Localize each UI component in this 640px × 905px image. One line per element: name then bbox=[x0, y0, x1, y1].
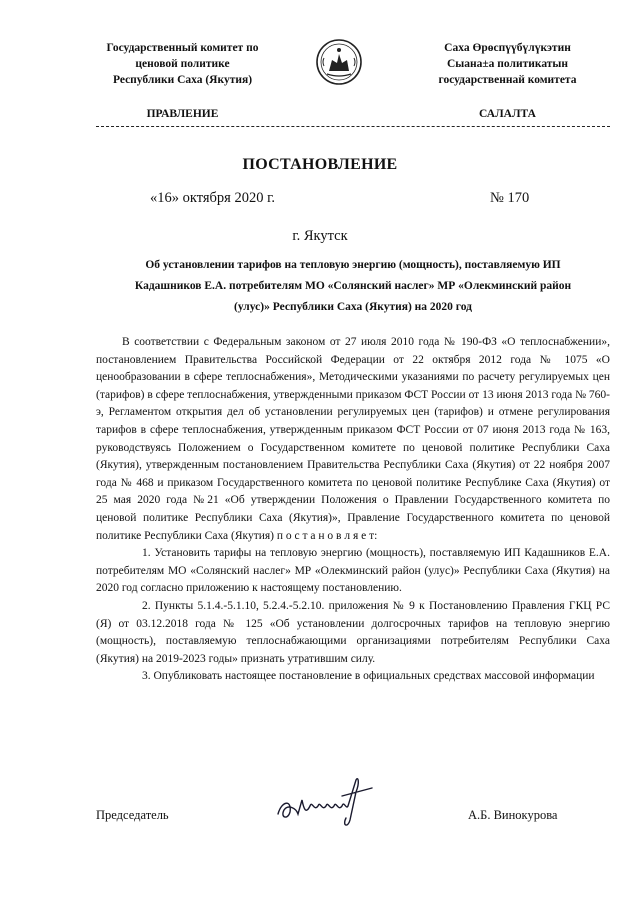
body-preamble: В соответствии с Федеральным законом от 27 июля 2010 года № 190-ФЗ «О теплоснабжении», постановлением Правительства Российской Федерации от 22 октября 2012 года № 1075 «О ценообразовании в сфере теплоснабжения», Методическими указаниями по расчету регулируемых цен (тарифов) в сфере теплоснабжения, утвержденными приказом ФСТ России от 13 июня 2013 года № 760-э, Регламентом открытия дел об установлении регулируемых цен (тарифов) и отмене регулирования тарифов в сфере теплоснабжения, утвержденным приказом ФСТ России от 07 июня 2013 года № 163, руководствуясь Положением о Государственном комитете по ценовой политике Республики Саха (Якутия), утвержденным постановлением Правительства Республики Саха (Якутия) от 22 ноября 2007 года № 468 и приказом Государственного комитета по ценовой политике Республике Саха (Якутия) от 25 мая 2020 года №21 «Об утверждении Положения о Правлении Государственного комитета по ценовой политике Республики Саха (Якутия)», Правление Государственного комитета по ценовой политике Республики Саха (Якутия) п о с т а н о в л я е т: bbox=[96, 336, 610, 542]
document-city: г. Якутск bbox=[292, 228, 348, 244]
department-right: САЛАЛТА bbox=[479, 108, 536, 120]
document-date: «16» октября 2020 г. bbox=[150, 190, 276, 206]
document-number: № 170 bbox=[490, 190, 530, 206]
letterhead-right-line: Сыана±а политикатын bbox=[446, 58, 569, 70]
resolution-item-2: 2. Пункты 5.1.4.-5.1.10, 5.2.4.-5.2.10. приложения № 9 к Постановлению Правления ГКЦ РС (Я) от 03.12.2018 года № 125 «Об установлении долгосрочных тарифов на тепловую энергию (мощность), поставляемую теплоснабжающими организациями потребителям Республики Саха (Якутия) на 2019-2023 годы» признать утратившим силу. bbox=[96, 599, 610, 665]
resolution-item-1: 1. Установить тарифы на тепловую энергию (мощность), поставляемую ИП Кадашников Е.А. потребителям МО «Солянский наслег» МР «Олекминский район (улус)» Республики Саха (Якутия) на 2020 год согласно приложению к настоящему постановлению. bbox=[96, 547, 610, 595]
letterhead-right-line: Саха Өрөспүүбүлүкэтин bbox=[444, 42, 571, 54]
letterhead-left-line: Республики Саха (Якутия) bbox=[112, 74, 253, 86]
signatory-role: Председатель bbox=[96, 808, 169, 822]
letterhead-right-line: государственнай комитета bbox=[438, 74, 577, 86]
document-subject bbox=[96, 255, 610, 318]
handwritten-signature bbox=[272, 770, 382, 834]
letterhead-left-line: Государственный комитет по bbox=[106, 42, 259, 54]
signatory-name: А.Б. Винокурова bbox=[468, 808, 558, 822]
document-title: ПОСТАНОВЛЕНИЕ bbox=[242, 156, 398, 173]
subject-line: Кадашников Е.А. потребителям МО «Солянский наслег» МР «Олекминский район bbox=[134, 280, 572, 292]
letterhead-left bbox=[70, 40, 295, 88]
sakha-republic-emblem-icon bbox=[315, 38, 363, 86]
subject-line: (улус)» Республики Саха (Якутия) на 2020 год bbox=[234, 301, 472, 313]
subject-line: Об установлении тарифов на тепловую энергию (мощность), поставляемую ИП bbox=[145, 259, 561, 271]
resolution-item-3: 3. Опубликовать настоящее постановление в официальных средствах массовой информации bbox=[142, 670, 595, 683]
header-divider bbox=[96, 126, 610, 127]
letterhead-right bbox=[400, 40, 615, 88]
document-body bbox=[96, 334, 610, 686]
letterhead-left-line: ценовой политике bbox=[135, 58, 230, 70]
department-left: ПРАВЛЕНИЕ bbox=[146, 108, 219, 120]
